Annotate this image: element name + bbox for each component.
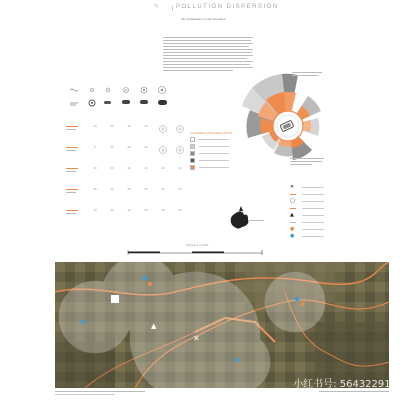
grid-cell: 20 [178, 208, 182, 212]
grid-cell: 20 [144, 187, 148, 191]
leaf-icon: ✎ [154, 4, 160, 10]
value-grid [66, 124, 182, 224]
map-legend-item [290, 192, 340, 198]
grid-cell: 25 [127, 187, 131, 191]
wind-rose-annotation [292, 72, 332, 76]
row-label [66, 168, 80, 172]
header-divider [172, 6, 173, 11]
wind-icons-row [66, 85, 178, 95]
scale-bar [126, 248, 266, 256]
grid-cell: 20 [161, 187, 165, 191]
row-label [66, 210, 80, 214]
page-subtitle: the modelisation of risk scenarios [181, 17, 226, 21]
grid-cell: 15 [93, 187, 97, 191]
intro-paragraph [163, 37, 253, 73]
wind-classification-table [66, 82, 182, 222]
grid-cell: 10 [93, 166, 97, 170]
header-icons-row [66, 82, 178, 92]
grid-cell [158, 124, 168, 135]
footer [55, 390, 389, 396]
cloud-icons-row [66, 96, 178, 108]
wind-rose-note [290, 158, 332, 165]
grid-cell: 20 [161, 208, 165, 212]
grid-cell: 20 [110, 208, 114, 212]
row-label [66, 126, 80, 130]
grid-cell [158, 145, 168, 156]
grid-cell: 25 [144, 124, 148, 128]
satellite-map [55, 262, 389, 388]
map-legend [290, 185, 340, 245]
grid-cell: 10 [93, 208, 97, 212]
grid-cell [175, 145, 185, 156]
plume-note [250, 220, 270, 221]
map-legend-item: ● [290, 227, 340, 233]
grid-cell: 10 [178, 166, 182, 170]
legend-title: CLASSIFICATION DES VENTS [190, 131, 233, 135]
svg-text:▲: ▲ [151, 322, 157, 330]
grid-cell: 20 [110, 187, 114, 191]
grid-cell: 5 [94, 145, 96, 149]
page-title: POLLUTION DISPERSION [176, 4, 279, 10]
grid-cell: 30 [110, 166, 114, 170]
map-legend-item: ▢ [290, 199, 340, 205]
row-label [66, 189, 80, 193]
grid-cell: 25 [144, 208, 148, 212]
grid-cell: 10 [178, 187, 182, 191]
svg-text:✕: ✕ [193, 334, 200, 343]
grid-cell: 40 [127, 124, 131, 128]
watermark: 小红书号: 564322910 [293, 379, 397, 390]
grid-cell: 10 [93, 124, 97, 128]
grid-cell: 20 [110, 124, 114, 128]
grid-cell: 10 [144, 166, 148, 170]
scale-title: SCALE 1:10 000 [186, 243, 209, 247]
grid-cell: 40 [127, 208, 131, 212]
grid-cell: 20 [161, 166, 165, 170]
grid-cell: 30 [127, 166, 131, 170]
grid-cell: 20 [144, 145, 148, 149]
map-legend-item: ✕ [290, 185, 340, 191]
grid-cell: 20 [127, 145, 131, 149]
map-legend-item: ▲ [290, 213, 340, 219]
map-legend-item: ● [290, 234, 340, 240]
map-legend-item [290, 206, 340, 212]
grid-cell [175, 124, 185, 135]
row-label [66, 147, 80, 151]
map-legend-item [290, 220, 340, 226]
grid-cell: 30 [110, 145, 114, 149]
